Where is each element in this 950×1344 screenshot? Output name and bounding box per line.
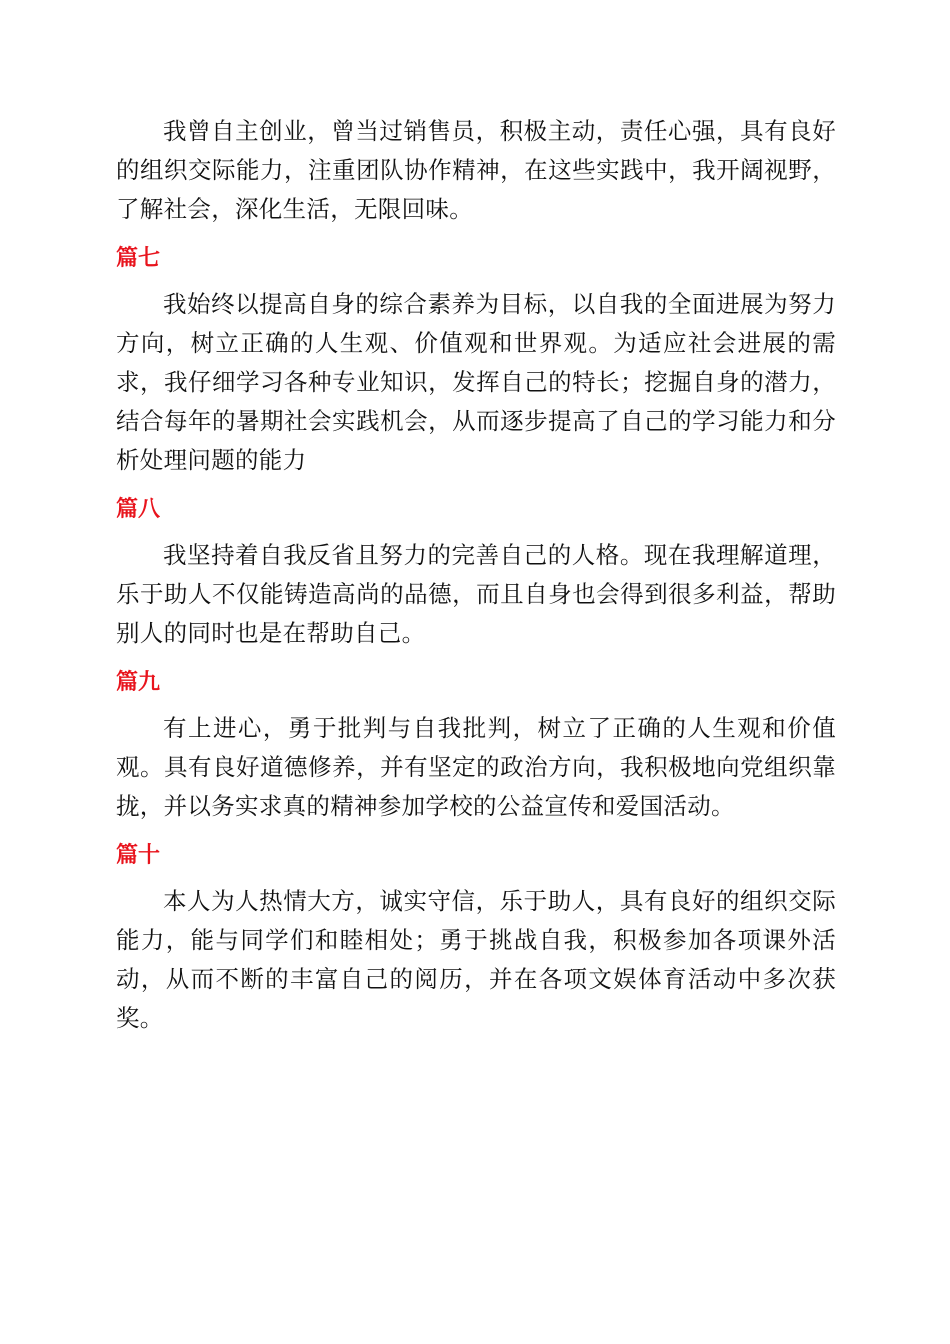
section-8	[116, 494, 836, 653]
section-heading: 篇九	[116, 670, 161, 695]
section-paragraph: 有上进心，勇于批判与自我批判，树立了正确的人生观和价值观。具有良好道德修养，并有坚定的政治方向，我积极地向党组织靠拢，并以务实求真的精神参加学校的公益宣传和爱国活动。	[116, 714, 836, 820]
section-heading: 篇十	[116, 843, 161, 868]
section-heading: 篇八	[116, 497, 161, 522]
section-paragraph: 我坚持着自我反省且努力的完善自己的人格。现在我理解道理，乐于助人不仅能铸造高尚的品德，而且自身也会得到很多利益，帮助别人的同时也是在帮助自己。	[116, 541, 836, 647]
section-paragraph: 本人为人热情大方，诚实守信，乐于助人，具有良好的组织交际能力，能与同学们和睦相处；勇于挑战自我，积极参加各项课外活动，从而不断的丰富自己的阅历，并在各项文娱体育活动中多次获奖。	[116, 887, 836, 1032]
intro-paragraph: 我曾自主创业，曾当过销售员，积极主动，责任心强，具有良好的组织交际能力，注重团队协作精神，在这些实践中，我开阔视野，了解社会，深化生活，无限回味。	[116, 117, 836, 223]
section-heading: 篇七	[116, 246, 161, 271]
section-9	[116, 667, 836, 826]
section-paragraph: 我始终以提高自身的综合素养为目标，以自我的全面进展为努力方向，树立正确的人生观、价值观和世界观。为适应社会进展的需求，我仔细学习各种专业知识，发挥自己的特长；挖掘自身的潜力，结合每年的暑期社会实践机会，从而逐步提高了自己的学习能力和分析处理问题的能力	[116, 290, 836, 474]
section-7	[116, 243, 836, 480]
section-10	[116, 840, 836, 1038]
document-body	[116, 112, 836, 1038]
